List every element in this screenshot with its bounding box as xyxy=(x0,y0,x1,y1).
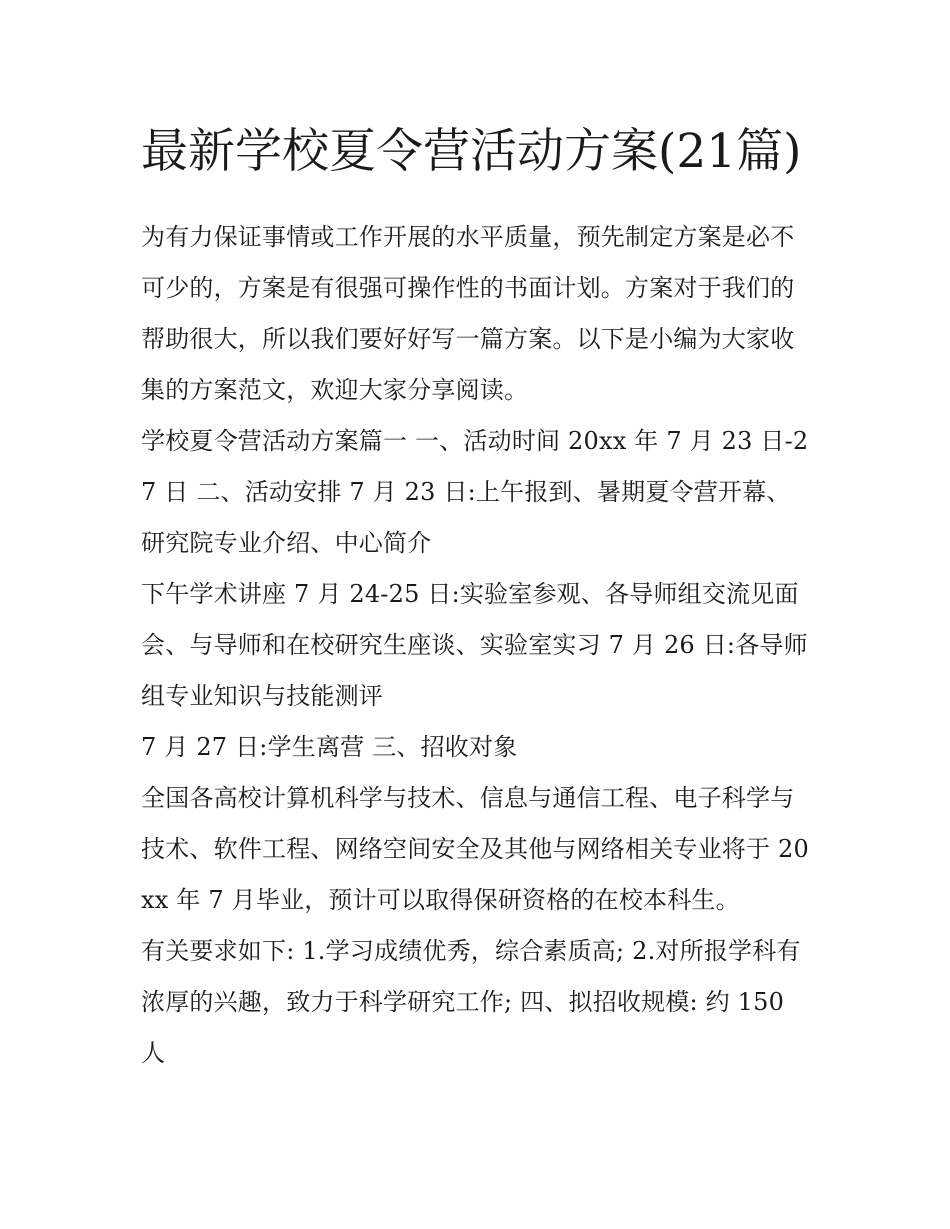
intro-paragraph: 为有力保证事情或工作开展的水平质量，预先制定方案是必不可少的，方案是有很强可操作性的书面计划。方案对于我们的帮助很大，所以我们要好好写一篇方案。以下是小编为大家收集的方案范文，欢迎大家分享阅读。 xyxy=(141,223,795,404)
requirements-paragraph: 有关要求如下: 1.学习成绩优秀，综合素质高; 2.对所报学科有浓厚的兴趣，致力于科学研究工作; 四、拟招收规模: 约 150 人 xyxy=(141,937,801,1067)
target-students-paragraph: 全国各高校计算机科学与技术、信息与通信工程、电子科学与技术、软件工程、网络空间安全及其他与网络相关专业将于 20xx 年 7 月毕业，预计可以取得保研资格的在校本科生。 xyxy=(141,784,809,914)
document-body xyxy=(141,212,813,1079)
document-page xyxy=(141,112,813,1079)
activity-schedule-paragraph: 学校夏令营活动方案篇一 一、活动时间 20xx 年 7 月 23 日-27 日 二、活动安排 7 月 23 日:上午报到、暑期夏令营开幕、研究院专业介绍、中心简介 xyxy=(141,427,809,557)
departure-paragraph: 7 月 27 日:学生离营 三、招收对象 xyxy=(141,733,518,761)
document-title: 最新学校夏令营活动方案(21篇) xyxy=(141,124,802,179)
afternoon-schedule-paragraph: 下午学术讲座 7 月 24-25 日:实验室参观、各导师组交流见面会、与导师和在校研究生座谈、实验室实习 7 月 26 日:各导师组专业知识与技能测评 xyxy=(141,580,808,710)
